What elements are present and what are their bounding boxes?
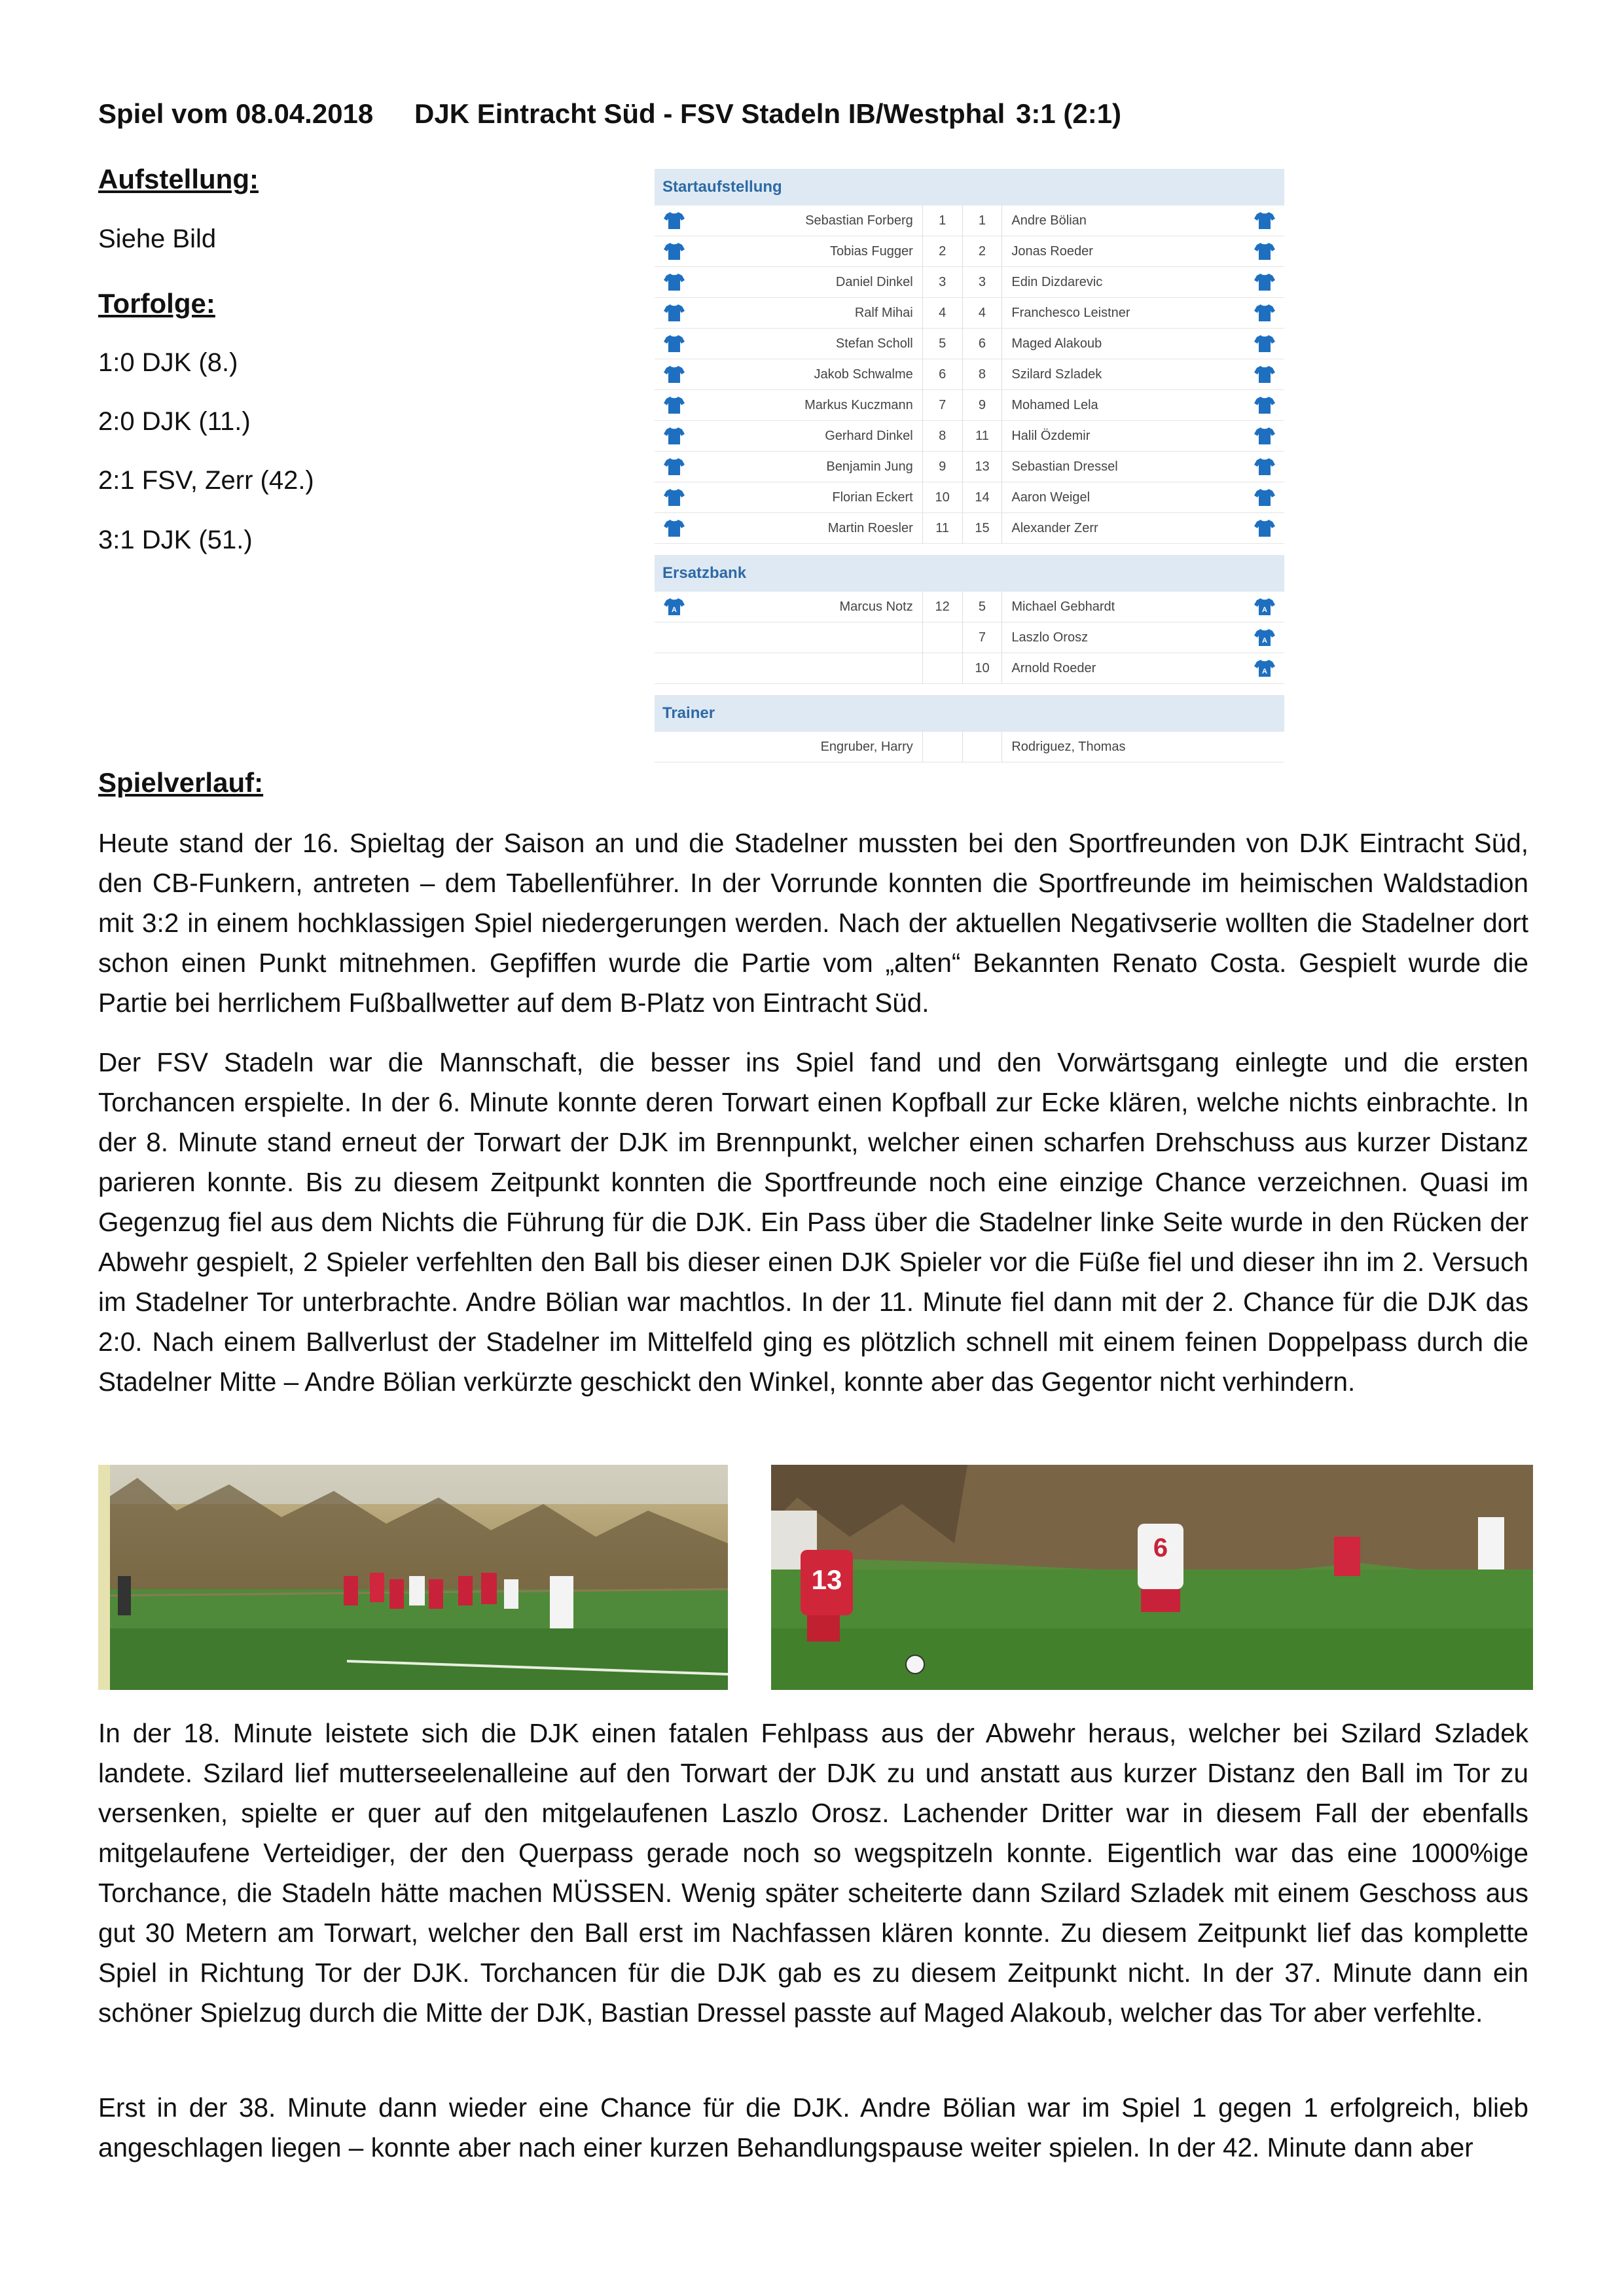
- away-shirt-icon: [1254, 396, 1275, 414]
- away-player-number: 14: [962, 482, 1003, 512]
- home-player-name: Marcus Notz: [839, 599, 913, 614]
- home-shirt-icon: [664, 427, 685, 445]
- home-shirt-icon: [664, 519, 685, 537]
- lineup-row-6: [655, 359, 1284, 390]
- trainer-row: [655, 732, 1284, 762]
- home-player-number: 10: [922, 482, 962, 512]
- away-player-name: Edin Dizdarevic: [1011, 274, 1103, 289]
- away-player-name: Jonas Roeder: [1011, 243, 1093, 259]
- away-player-number: 4: [962, 298, 1003, 328]
- away-player-name: Michael Gebhardt: [1011, 599, 1115, 614]
- away-player-number: 9: [962, 390, 1003, 420]
- away-shirt-icon: [1254, 365, 1275, 384]
- home-player-number: 1: [922, 206, 962, 236]
- bench-rows: [655, 592, 1284, 684]
- home-player-number: 2: [922, 236, 962, 266]
- home-player-name: Daniel Dinkel: [835, 274, 913, 289]
- home-player-number: 3: [922, 267, 962, 297]
- away-shirt-icon: [1254, 242, 1275, 260]
- match-photo-2-image: [771, 1465, 1533, 1690]
- away-shirt-icon: [1254, 427, 1275, 445]
- away-player-number: 13: [962, 452, 1003, 482]
- home-shirt-icon: [664, 598, 685, 616]
- trainer-home: Engruber, Harry: [820, 739, 913, 754]
- away-player-name: Franchesco Leistner: [1011, 305, 1130, 320]
- away-shirt-icon: [1254, 598, 1275, 616]
- home-shirt-icon: [664, 488, 685, 507]
- home-player-number: 11: [922, 513, 962, 543]
- home-shirt-icon: [664, 396, 685, 414]
- player-13-number: 13: [811, 1564, 842, 1595]
- away-player-number: 15: [962, 513, 1003, 543]
- match-teams: DJK Eintracht Süd - FSV Stadeln IB/Westphal: [414, 98, 1005, 129]
- home-shirt-icon: [664, 273, 685, 291]
- away-player-name: Aaron Weigel: [1011, 490, 1091, 505]
- lineup-row-3: [655, 267, 1284, 298]
- home-shirt-icon: [664, 242, 685, 260]
- away-player-number: 6: [962, 329, 1003, 359]
- torfolge-label: Torfolge:: [98, 288, 215, 319]
- match-photo-1-image: [98, 1465, 728, 1690]
- home-player-name: Martin Roesler: [827, 520, 913, 535]
- away-shirt-icon: [1254, 659, 1275, 677]
- away-player-number: 1: [962, 206, 1003, 236]
- away-player-name: Maged Alakoub: [1011, 336, 1102, 351]
- away-player-number: 2: [962, 236, 1003, 266]
- home-player-number: 12: [922, 592, 962, 622]
- paragraph-4: Erst in der 38. Minute dann wieder eine Chance für die DJK. Andre Bölian war im Spiel 1 gegen 1 erfolgreich, blieb angeschlagen liegen – konnte aber nach einer kurzen Behandlungspause weiter spielen. In der 42. Minute dann aber: [98, 2092, 1528, 2162]
- lineup-table: [655, 169, 1284, 762]
- away-player-name: Mohamed Lela: [1011, 397, 1098, 412]
- svg-text:A: A: [671, 606, 677, 614]
- goal-1: 1:0 DJK (8.): [98, 348, 238, 377]
- bench-row-3: [655, 653, 1284, 684]
- home-player-name: Gerhard Dinkel: [825, 428, 913, 443]
- aufstellung-label: Aufstellung:: [98, 164, 259, 194]
- lineup-row-1: [655, 206, 1284, 236]
- bench-section-header: Ersatzbank: [655, 555, 1284, 592]
- bench-row-2: [655, 622, 1284, 653]
- home-player-name: Florian Eckert: [832, 490, 913, 505]
- away-player-name: Sebastian Dressel: [1011, 459, 1118, 474]
- lineup-row-2: [655, 236, 1284, 267]
- away-shirt-icon: [1254, 628, 1275, 647]
- start-rows: [655, 206, 1284, 544]
- away-player-name: Andre Bölian: [1011, 213, 1087, 228]
- home-player-number: 9: [922, 452, 962, 482]
- away-shirt-icon: [1254, 334, 1275, 353]
- svg-text:A: A: [1262, 668, 1268, 675]
- home-player-number: [922, 622, 962, 653]
- away-player-number: 7: [962, 622, 1003, 653]
- paragraph-3: In der 18. Minute leistete sich die DJK einen fatalen Fehlpass aus der Abwehr heraus, welcher bei Szilard Szladek landete. Szilard lief mutterseelenalleine auf den Torwart der DJK zu und anstatt aus kurzer Distanz den Ball im Tor zu versenken, spielte er quer auf den mitgelaufenen Laszlo Orosz. Lachender Dritter war in diesem Fall der ebenfalls mitgelaufene Verteidiger, der den Querpass gerade noch so wegspitzeln konnte. Eigentlich war das eine 1000%ige Torchance, die Stadeln hätte machen MÜSSEN. Wenig später scheiterte dann Szilard Szladek mit einem Geschoss aus gut 30 Metern am Torwart, welcher den Ball erst im Nachfassen klären konnte. Zu diesem Zeitpunkt lief das komplette Spiel in Richtung Tor der DJK. Torchancen für die DJK gab es zu diesem Zeitpunkt nicht. In der 37. Minute dann ein schöner Spielzug durch die Mitte der DJK, Bastian Dressel passte auf Maged Alakoub, welcher das Tor aber verfehlte.: [98, 1718, 1528, 2028]
- home-player-number: 6: [922, 359, 962, 389]
- lineup-row-8: [655, 421, 1284, 452]
- away-player-name: Alexander Zerr: [1011, 520, 1098, 535]
- away-shirt-icon: [1254, 488, 1275, 507]
- bench-row-1: [655, 592, 1284, 622]
- match-score: 3:1 (2:1): [1016, 98, 1122, 129]
- away-player-number: 8: [962, 359, 1003, 389]
- spielverlauf-label: Spielverlauf:: [98, 767, 264, 798]
- home-player-number: [922, 653, 962, 683]
- away-player-number: 10: [962, 653, 1003, 683]
- paragraph-2: Der FSV Stadeln war die Mannschaft, die besser ins Spiel fand und den Vorwärtsgang einlegte und die ersten Torchancen erspielte. In der 6. Minute konnte deren Torwart einen Kopfball zur Ecke klären, welche nichts einbrachte. In der 8. Minute stand erneut der Torwart der DJK im Brennpunkt, welcher einen scharfen Drehschuss aus kurzer Distanz parieren konnte. Bis zu diesem Zeitpunkt konnten die Sportfreunde noch eine einzige Chance verzeichnen. Quasi im Gegenzug fiel aus dem Nichts die Führung für die DJK. Ein Pass über die Stadelner linke Seite wurde in den Rücken der Abwehr gespielt, 2 Spieler verfehlten den Ball bis dieser einen DJK Spieler vor die Füße fiel und dieser ihn im 2. Versuch im Stadelner Tor unterbrachte. Andre Bölian war machtlos. In der 11. Minute fiel dann mit der 2. Chance für die DJK das 2:0. Nach einem Ballverlust der Stadelner im Mittelfeld ging es plötzlich schnell mit einem feinen Doppelpass durch die Stadelner Mitte – Andre Bölian verkürzte geschickt den Winkel, konnte aber das Gegentor nicht verhindern.: [98, 1047, 1528, 1397]
- goal-2: 2:0 DJK (11.): [98, 407, 251, 436]
- siehe-bild-text: Siehe Bild: [98, 224, 217, 253]
- player-6-number: 6: [1153, 1534, 1168, 1562]
- home-player-name: Benjamin Jung: [826, 459, 913, 474]
- match-date: Spiel vom 08.04.2018: [98, 98, 374, 129]
- lineup-row-9: [655, 452, 1284, 482]
- home-player-name: Sebastian Forberg: [805, 213, 913, 228]
- home-shirt-icon: [664, 334, 685, 353]
- home-player-number: 5: [922, 329, 962, 359]
- home-shirt-icon: [664, 365, 685, 384]
- start-section-header: Startaufstellung: [655, 169, 1284, 206]
- paragraph-1: Heute stand der 16. Spieltag der Saison an und die Stadelner mussten bei den Sportfreunden von DJK Eintracht Süd, den CB-Funkern, antreten – dem Tabellenführer. In der Vorrunde konnten die Sportfreunde im heimischen Waldstadion mit 3:2 in einem hochklassigen Spiel niedergerungen werden. Nach der aktuellen Negativserie wollten die Stadelner dort schon einen Punkt mitnehmen. Gepfiffen wurde die Partie vom „alten“ Bekannten Renato Costa. Gespielt wurde die Partie bei herrlichem Fußballwetter auf dem B-Platz von Eintracht Süd.: [98, 828, 1528, 1018]
- home-player-name: Ralf Mihai: [854, 305, 913, 320]
- away-player-name: Szilard Szladek: [1011, 367, 1102, 382]
- home-shirt-icon: [664, 457, 685, 476]
- home-player-name: Markus Kuczmann: [804, 397, 913, 412]
- away-shirt-icon: [1254, 273, 1275, 291]
- match-photo-2: [771, 1465, 1533, 1690]
- away-player-number: 5: [962, 592, 1003, 622]
- goal-4: 3:1 DJK (51.): [98, 526, 253, 554]
- away-shirt-icon: [1254, 457, 1275, 476]
- home-shirt-icon: [664, 211, 685, 230]
- lineup-row-11: [655, 513, 1284, 544]
- lineup-row-10: [655, 482, 1284, 513]
- trainer-away: Rodriguez, Thomas: [1011, 739, 1126, 754]
- goal-3: 2:1 FSV, Zerr (42.): [98, 466, 314, 495]
- home-player-name: Stefan Scholl: [835, 336, 913, 351]
- away-player-name: Laszlo Orosz: [1011, 630, 1089, 645]
- home-player-name: Jakob Schwalme: [814, 367, 913, 382]
- away-player-name: Halil Özdemir: [1011, 428, 1091, 443]
- away-player-number: 11: [962, 421, 1003, 451]
- svg-text:A: A: [1262, 637, 1268, 645]
- home-player-name: Tobias Fugger: [829, 243, 913, 259]
- home-player-number: 8: [922, 421, 962, 451]
- lineup-row-4: [655, 298, 1284, 329]
- away-shirt-icon: [1254, 304, 1275, 322]
- away-shirt-icon: [1254, 519, 1275, 537]
- home-player-number: 4: [922, 298, 962, 328]
- away-shirt-icon: [1254, 211, 1275, 230]
- lineup-row-7: [655, 390, 1284, 421]
- trainer-section-header: Trainer: [655, 695, 1284, 732]
- lineup-row-5: [655, 329, 1284, 359]
- home-player-number: 7: [922, 390, 962, 420]
- home-shirt-icon: [664, 304, 685, 322]
- svg-text:A: A: [1262, 606, 1268, 614]
- away-player-name: Arnold Roeder: [1011, 660, 1096, 675]
- match-photo-1: [98, 1465, 728, 1690]
- away-player-number: 3: [962, 267, 1003, 297]
